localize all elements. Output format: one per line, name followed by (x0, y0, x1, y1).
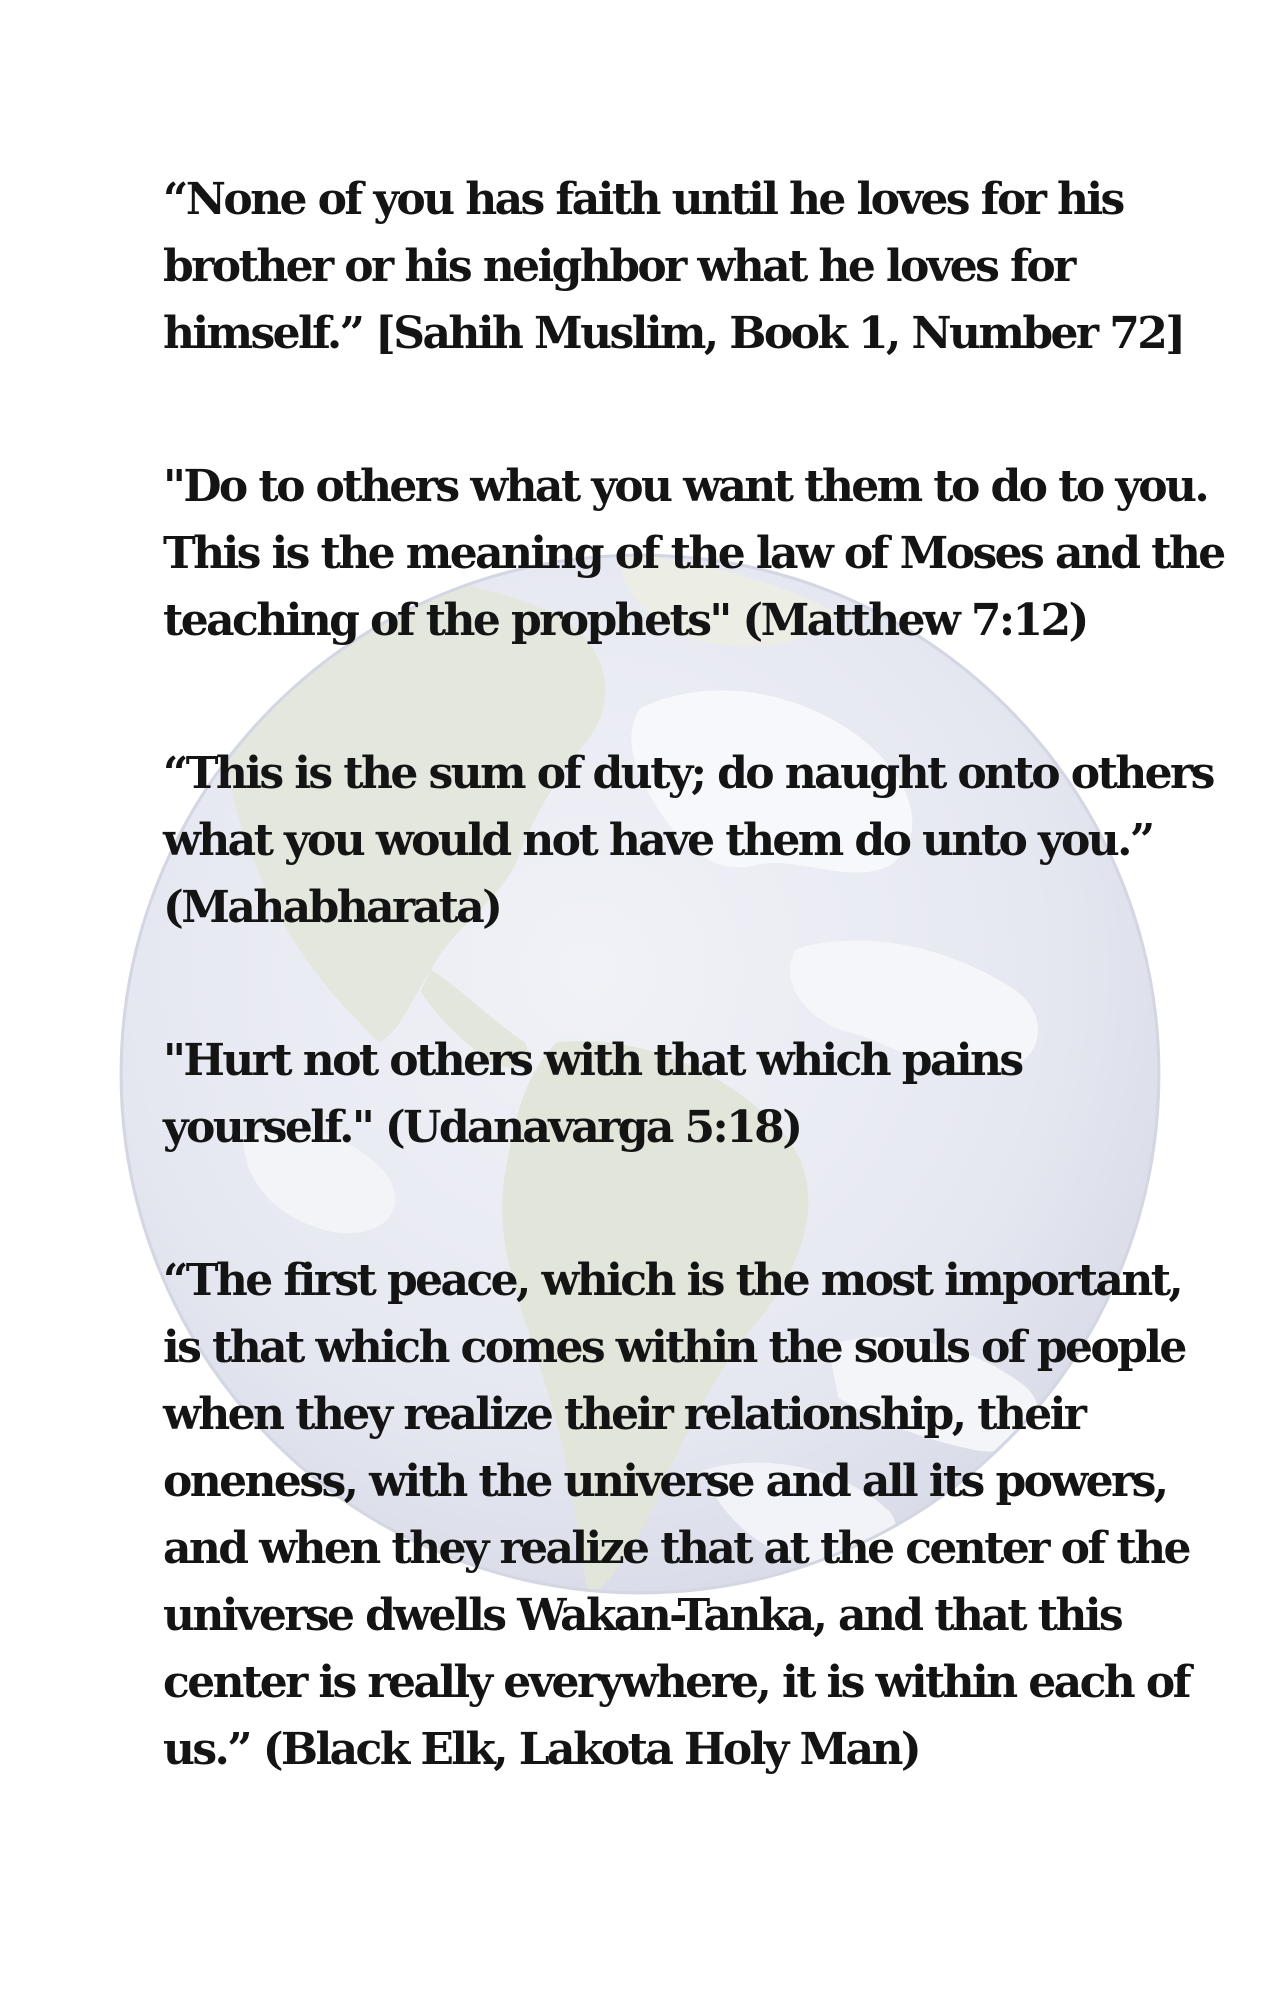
quote-sahih-muslim: “None of you has faith until he loves for his brother or his neighbor what he loves for himself.” [Sahih Muslim, Book 1, Number 72] (163, 174, 1184, 359)
quote-mahabharata: “This is the sum of duty; do naught onto others what you would not have them do unto you.” (Mahabharata) (163, 748, 1213, 933)
quote-black-elk: “The first peace, which is the most important, is that which comes within the souls of people when they realize their relationship, their oneness, with the universe and all its powers, and when they realize that at the center of the universe dwells Wakan-Tanka, and that this center is really everywhere, it is within each of us.” (Black Elk, Lakota Holy Man) (163, 1255, 1189, 1775)
quote-udanavarga: "Hurt not others with that which pains yourself." (Udanavarga 5:18) (163, 1035, 1022, 1153)
quote-matthew: "Do to others what you want them to do to you. This is the meaning of the law of Moses and the teaching of the prophets" (Matthew 7:12) (163, 461, 1224, 646)
quotes-list (163, 166, 1243, 1869)
